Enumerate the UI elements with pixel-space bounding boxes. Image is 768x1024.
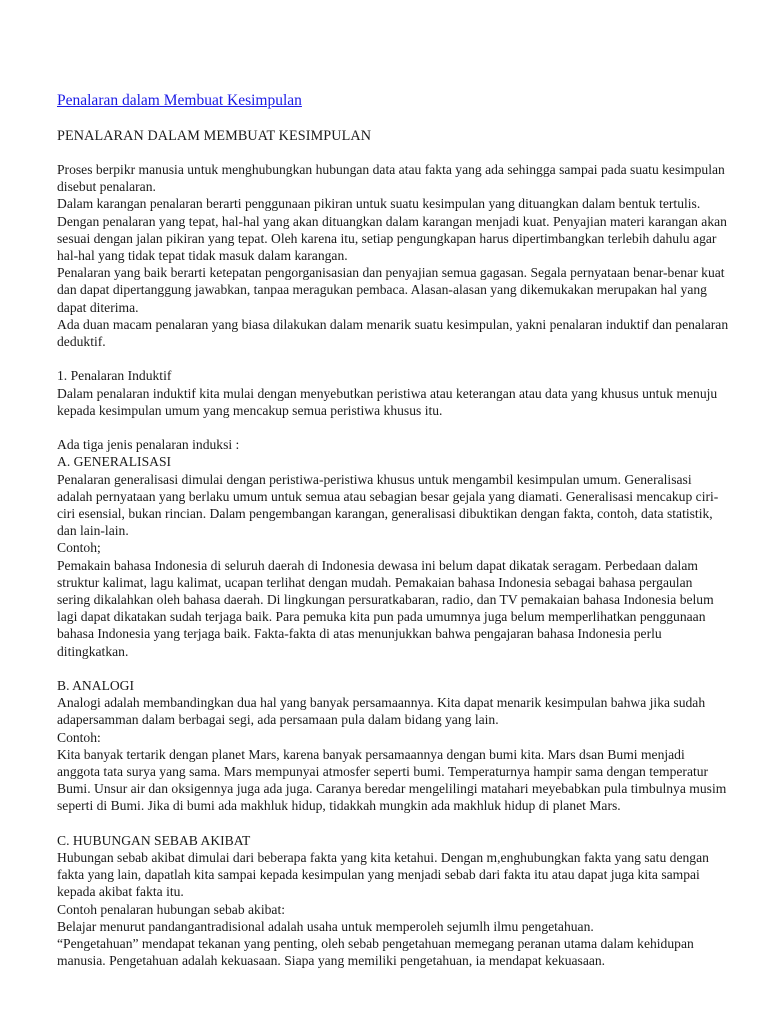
spacer xyxy=(57,660,729,677)
spacer xyxy=(57,419,729,436)
sebab-akibat-contoh-text: Belajar menurut pandangantradisional adalah usaha untuk memperoleh sejumlh ilmu pengetahuan. xyxy=(57,918,594,934)
generalisasi-text: Penalaran generalisasi dimulai dengan peristiwa-peristiwa khusus untuk mengambil kesimpulan umum. Generalisasi adalah pernyataan yang berlaku umum untuk semua atau sebagian besar gejala yang diamati. Generalisasi mencakup ciri-ciri esensial, bukan rincian. Dalam pengembangan karangan, generalisasi dibuktikan dengan fakta, contoh, data statistik, dan lain-lain. xyxy=(57,471,719,539)
document-page xyxy=(57,91,729,969)
generalisasi-contoh-text: Pemakain bahasa Indonesia di seluruh daerah di Indonesia dewasa ini belum dapat dikatak seragam. Perbedaan dalam struktur kalimat, lagu kalimat, ucapan terlihat dengan mudah. Pemakaian bahasa Indonesia sebagai bahasa pergaulan sering dikalahkan oleh bahasa daerah. Di lingkungan persuratkabaran, radio, dan TV pemakaian bahasa Indonesia belum lagi dapat dikatakan sudah terjaga baik. Para pemuka kita pun pada umumnya juga belum memperlihatkan penggunaan bahasa Indonesia yang terjaga baik. Fakta-fakta di atas menunjukkan bahwa pengajaran bahasa Indonesia perlu ditingkatkan. xyxy=(57,557,714,659)
spacer xyxy=(57,350,729,367)
sebab-akibat-contoh-label: Contoh penalaran hubungan sebab akibat: xyxy=(57,901,286,917)
intro-paragraph-1: Proses berpikr manusia untuk menghubungkan hubungan data atau fakta yang ada sehingga sampai pada suatu kesimpulan disebut penalaran. xyxy=(57,162,725,195)
title-link[interactable]: Penalaran dalam Membuat Kesimpulan xyxy=(57,92,302,109)
sebab-akibat-text: Hubungan sebab akibat dimulai dari beberapa fakta yang kita ketahui. Dengan m,enghubungkan fakta yang satu dengan fakta yang lain, dapatlah kita sampai kepada kesimpulan yang menjadi sebab dari fakta itu atau dapat juga kita sampai kepada akibat fakta itu. xyxy=(57,850,709,900)
sebab-akibat-heading: C. HUBUNGAN SEBAB AKIBAT xyxy=(57,832,251,848)
analogi-contoh-text: Kita banyak tertarik dengan planet Mars, karena banyak persamaannya dengan bumi kita. Mars dsan Bumi menjadi anggota tata surya yang sama. Mars mempunyai atmosfer seperti bumi. Temperaturnya hampir sama dengan temperatur Bumi. Unsur air dan oksigennya juga ada juga. Caranya beredar mengelilingi matahari meyebabkan pula timbulnya musim seperti di Bumi. Jika di bumi ada makhluk hidup, tidakkah mungkin ada makhluk hidup di planet Mars. xyxy=(57,746,727,814)
sebab-akibat-contoh-text-2: “Pengetahuan” mendapat tekanan yang penting, oleh sebab pengetahuan memegang peranan utama dalam kehidupan manusia. Pengetahuan adalah kekuasaan. Siapa yang memiliki pengetahuan, ia mendapat kekuasaan. xyxy=(57,936,694,969)
intro-paragraph-4: Ada duan macam penalaran yang biasa dilakukan dalam menarik suatu kesimpulan, yakni penalaran induktif dan penalaran deduktif. xyxy=(57,316,729,350)
document-heading: PENALARAN DALAM MEMBUAT KESIMPULAN xyxy=(57,128,372,144)
spacer xyxy=(57,815,729,832)
generalisasi-heading: A. GENERALISASI xyxy=(57,454,172,470)
induktif-text: Dalam penalaran induktif kita mulai dengan menyebutkan peristiwa atau keterangan atau data yang khusus untuk menuju kepada kesimpulan umum yang mencakup semua peristiwa khusus itu. xyxy=(57,385,718,418)
jenis-intro: Ada tiga jenis penalaran induksi : xyxy=(57,437,240,453)
analogi-text: Analogi adalah membandingkan dua hal yang banyak persamaannya. Kita dapat menarik kesimpulan bahwa jika sudah adapersamman dalam berbagai segi, ada persamaan pula dalam bidang yang lain. xyxy=(57,695,706,728)
intro-paragraph-2: Dalam karangan penalaran berarti penggunaan pikiran untuk suatu kesimpulan yang dituangkan dalam bentuk tertulis. Dengan penalaran yang tepat, hal-hal yang akan dituangkan dalam karangan menjadi kuat. Penyajian materi karangan akan sesuai dengan jalan pikiran yang tepat. Oleh karena itu, setiap pengungkapan harus dipertimbangkan terlebih dahulu agar hal-hal yang tidak tepat tidak masuk dalam karangan. xyxy=(57,196,727,264)
intro-paragraph-3: Penalaran yang baik berarti ketepatan pengorganisasian dan penyajian semua gagasan. Segala pernyataan benar-benar kuat dan dapat dipertanggung jawabkan, tanpaa meragukan pembaca. Alasan-alasan yang dikemukakan merupakan hal yang dapat diterima. xyxy=(57,265,725,315)
analogi-heading: B. ANALOGI xyxy=(57,678,135,694)
induktif-heading: 1. Penalaran Induktif xyxy=(57,368,172,384)
analogi-contoh-label: Contoh: xyxy=(57,729,101,745)
generalisasi-contoh-label: Contoh; xyxy=(57,540,101,556)
